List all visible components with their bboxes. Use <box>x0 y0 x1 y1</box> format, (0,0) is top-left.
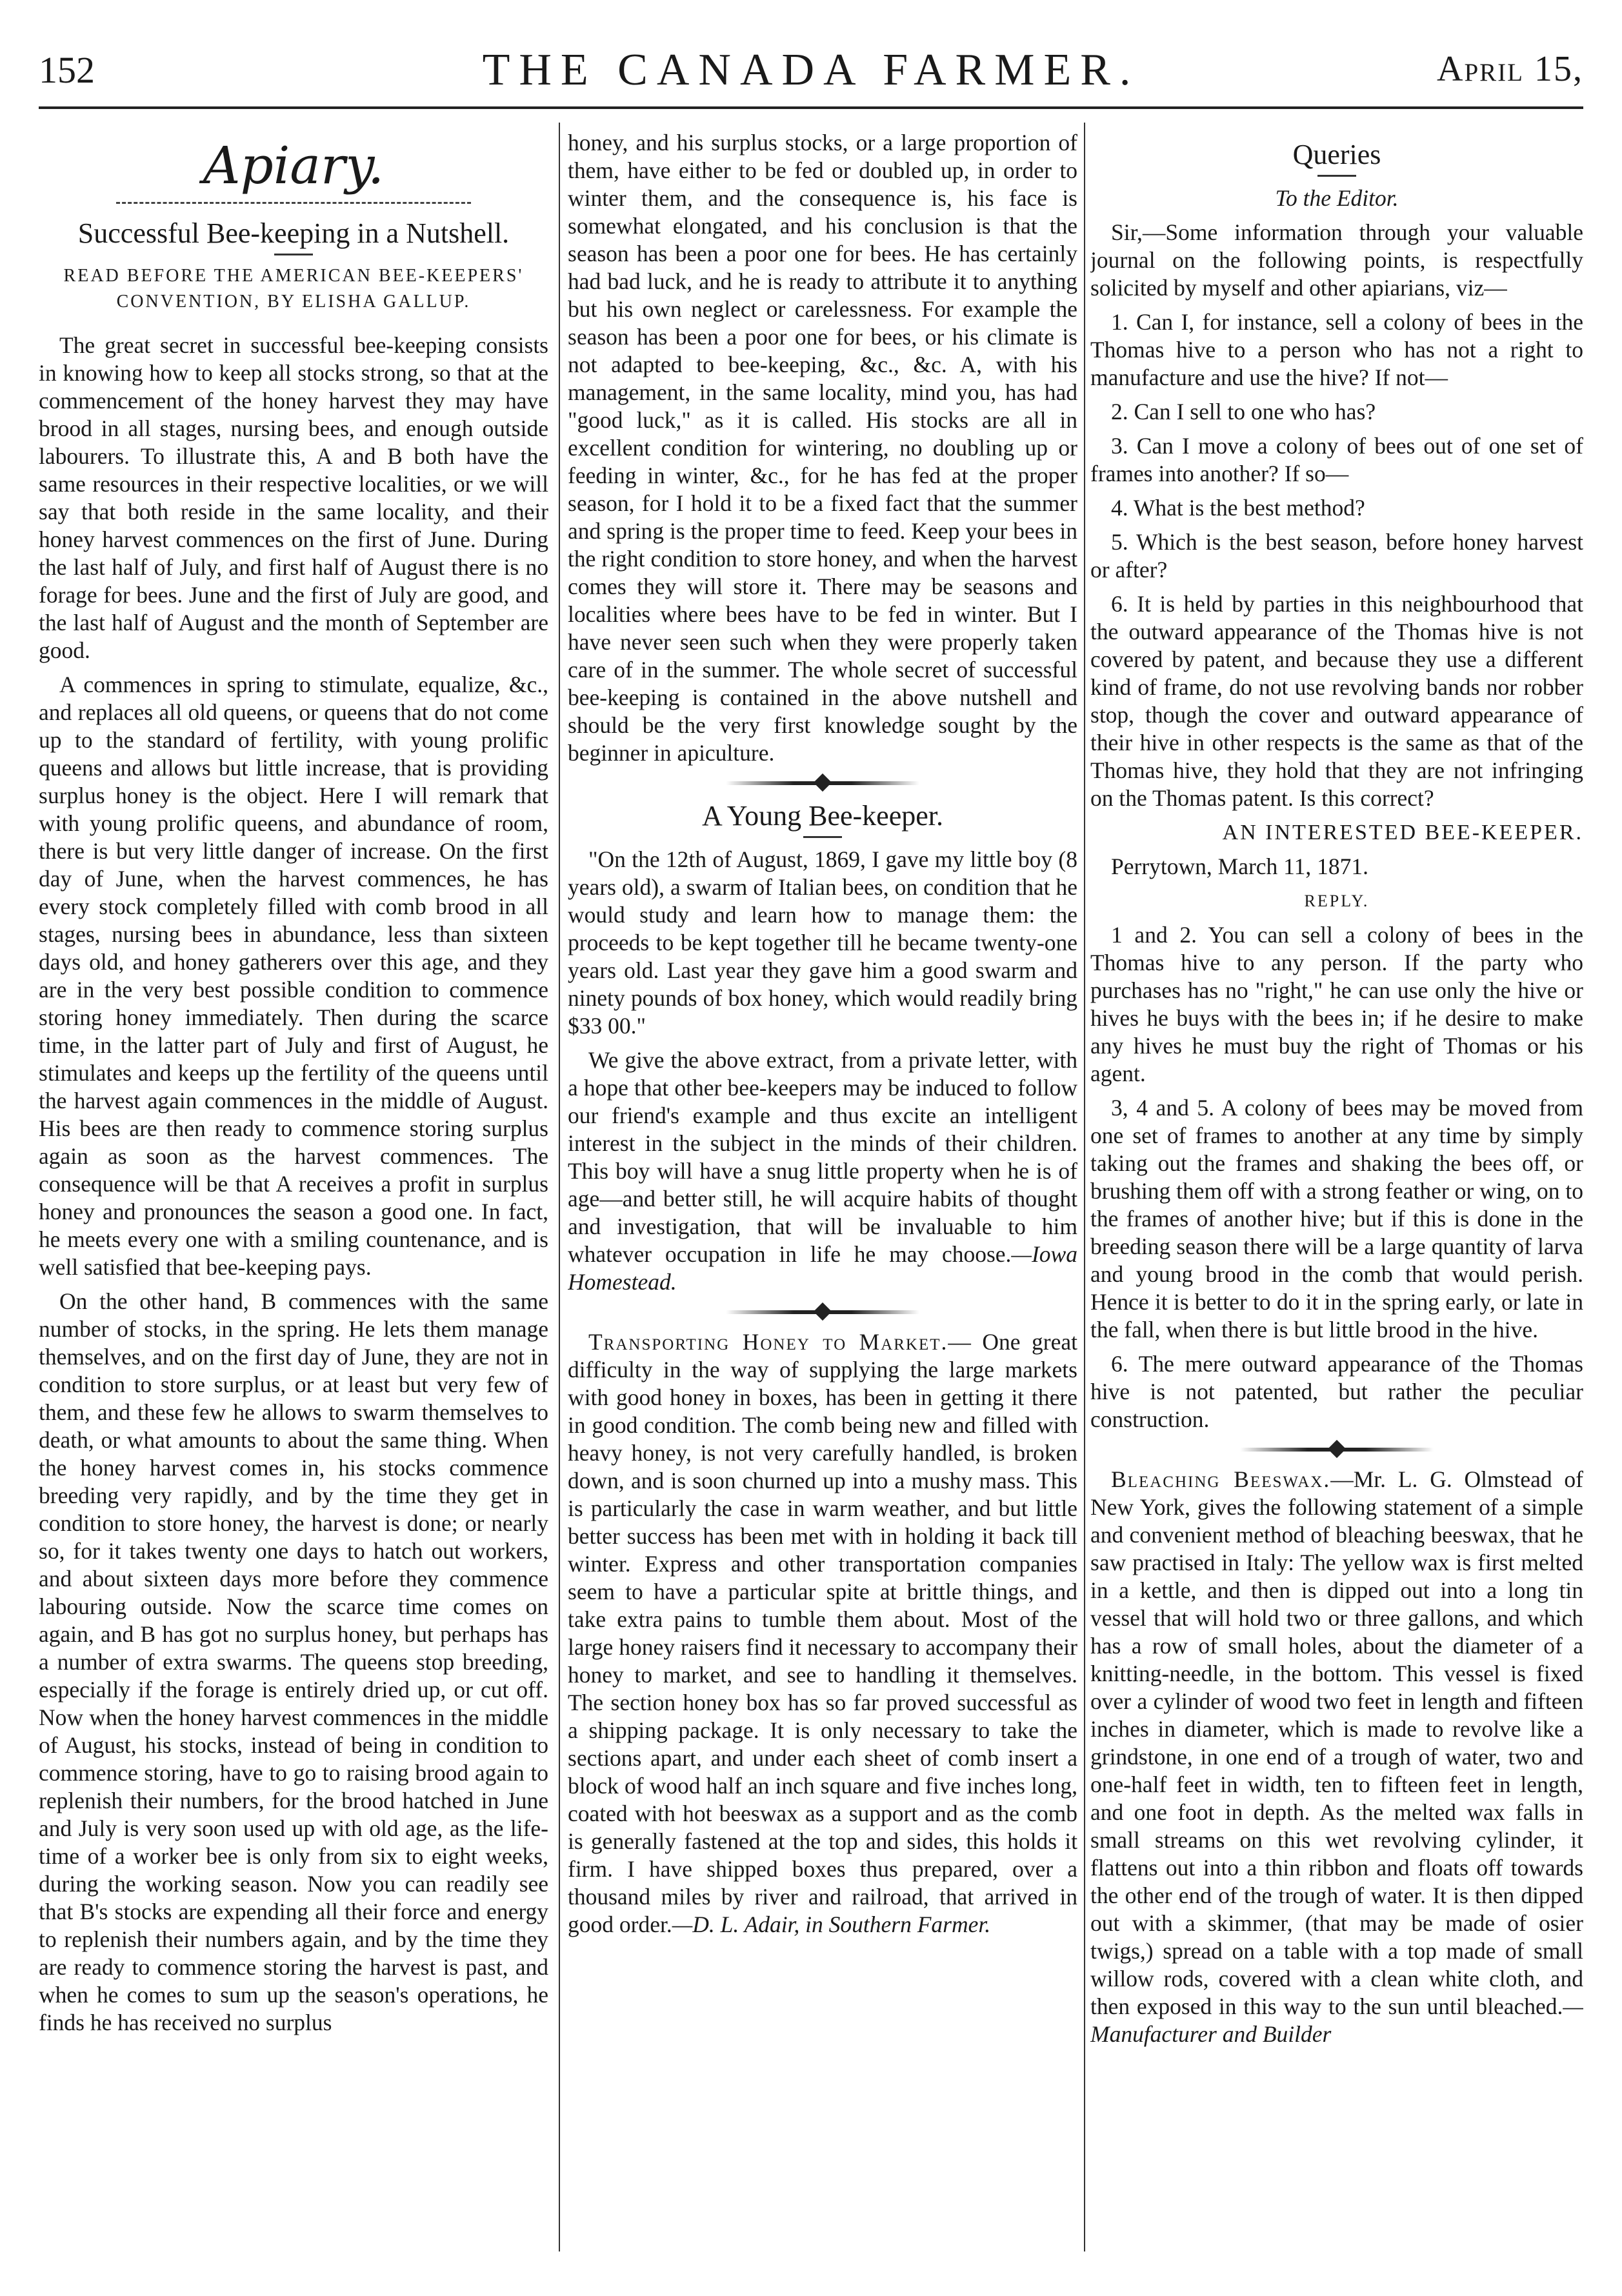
source-credit: —D. L. Adair, in Southern Farmer. <box>672 1912 991 1937</box>
paragraph <box>1090 1466 1583 2048</box>
reply-label: REPLY. <box>1304 892 1370 910</box>
article-title: A Young Bee-keeper. <box>702 800 943 832</box>
article-text: —Mr. L. G. Olmstead of New York, gives the following statement of a simple and convenient method of bleaching beeswax, that he saw practised in Italy: The yellow wax is first melted in a kettle, and then is dipped out into a long tin vessel that will hold two or three gallons, and which has a row of small holes, about the diameter of a knitting-needle, in the bottom. This vessel is fixed over a cylinder of wood two feet in length and fifteen inches in diameter, which is made to revolve like a grindstone, in one end of a trough of water, two and one-half feet in width, ten to fifteen feet in length, and one foot in depth. As the melted wax falls in small streams on this wet revolving cylinder, it flattens out into a thin ribbon and floats off towards the other end of the trough of water. It is then dipped out with a skimmer, (that may be made of osier twigs,) spread on a table with a top made of small willow rods, covered with a clean white cloth, and then exposed in this way to the sun until bleached. <box>1090 1466 1583 2019</box>
paragraph: The great secret in successful bee-keeping consists in knowing how to keep all stocks strong, so that at the commencement of the honey harvest they may have brood in all stages, nursing bees, and enough outside labourers. To illustrate this, A and B both have the same resources in their respective localities, or we will say that both reside in the same locality, and their honey harvest commences on the first of June. During the last half of July, and first half of August there is no forage for bees. June and the first of July are good, and the last half of August and the month of September are good. <box>39 332 548 663</box>
masthead: THE CANADA FARMER. <box>482 45 1140 95</box>
column-1 <box>39 129 548 2043</box>
question: 4. What is the best method? <box>1111 495 1365 521</box>
reply: 1 and 2. You can sell a colony of bees in the Thomas hive to any person. If the party who purchases has no "right," he can use only the hive or hives he buys with the bees in; if he desire to make any hives he must buy the right of Thomas or his agent. <box>1090 922 1583 1086</box>
issue-date: April 15, <box>1437 49 1583 89</box>
source-credit: —Iowa Homestead. <box>568 1241 1077 1295</box>
question: 2. Can I sell to one who has? <box>1111 399 1376 424</box>
divider <box>116 202 471 204</box>
column-rule <box>559 123 560 2251</box>
divider <box>1317 175 1356 177</box>
quote-paragraph: "On the 12th of August, 1869, I gave my little boy (8 years old), a swarm of Italian bees, on condition that he would study and learn how to manage them: the proceeds to be kept together till he became twenty-one years old. Last year they gave him a good swarm and ninety pounds of box honey, which would readily bring $33 00." <box>568 846 1077 1039</box>
ornamental-divider <box>726 1310 919 1314</box>
question: 1. Can I, for instance, sell a colony of bees in the Thomas hive to a person who has not a right to manufacture and use the hive? If not— <box>1090 309 1583 390</box>
article-text: — One great difficulty in the way of supplying the large markets with good honey in boxes, has been in getting it there in good condition. The comb being new and filled with heavy honey, is not very carefully handled, is broken down, and is soon churned up into a mushy mass. This is particularly the case in warm weather, and but little better success has been met with in holding it back till winter. Express and other transportation companies seem to have a particular spite at brittle things, and take extra pains to tumble them about. Most of the large honey raisers find it necessary to accompany their honey to market, and see to handling it themselves. The section honey box has so far proved successful as a shipping package. It is only necessary to take the sections apart, and under each sheet of comb insert a block of wood half an inch square and five inches long, coated with hot beeswax as a support and as the comb is generally fastened at the top and sides, this holds it firm. I have shipped boxes thus prepared, over a thousand miles by river and railroad, that arrived in good order. <box>568 1329 1077 1937</box>
reply: 3, 4 and 5. A colony of bees may be moved from one set of frames to another at any time by simply taking out the frames and shaking the bees off, or brushing them off with a strong feather or wing, on to the frames of another hive; but if this is done in the breeding season there will be a large quantity of larva and young brood in the comb that would perish. Hence it is better to do it in the spring early, or late in the fall, when there is but little brood in the hive. <box>1090 1095 1583 1343</box>
paragraph <box>568 1046 1077 1296</box>
divider <box>274 254 313 255</box>
page-number: 152 <box>39 49 95 91</box>
question: 6. It is held by parties in this neighbourhood that the outward appearance of the Thomas hive is not covered by patent, and because they use a different kind of frame, do not use revolving bands nor robber stop, though the cover and outward appearance of their hive in other respects is the same as that of the Thomas hive, they hold that they are not infringing on the Thomas patent. Is this correct? <box>1090 591 1583 811</box>
paragraph: A commences in spring to stimulate, equalize, &c., and replaces all old queens, or queens that do not come up to the standard of fertility, with young prolific queens and allows but little increase, that is providing surplus honey is the object. Here I will remark that with young prolific queens, and abundance of room, there is but very little danger of increase. On the first day of June, when the harvest commences, he has every stock completely filled with comb brood in all stages, nursing bees in abundance, less than sixteen days old, and honey gatherers over this age, and they are in the very best possible condition to commence storing honey immediately. Then during the scarce time, in the latter part of July and first of August, he stimulates and keeps up the fertility of the queens until the harvest again commences in the middle of August. His bees are then ready to commence storing surplus again as soon as the harvest commences. The consequence will be that A receives a profit in surplus honey and pronounces the season a good one. In fact, he meets every one with a smiling countenance, and is well satisfied that bee-keeping pays. <box>39 672 548 1280</box>
article-byline: READ BEFORE THE AMERICAN BEE-KEEPERS' CONVENTION, BY ELISHA GALLUP. <box>63 266 524 312</box>
column-3 <box>1090 129 1583 2055</box>
place-date: Perrytown, March 11, 1871. <box>1111 854 1368 879</box>
comment-text: We give the above extract, from a private letter, with a hope that other bee-keepers may be induced to follow our friend's example and thus excite an intelligent interest in the subject in the minds of their children. This boy will have a snug little property when he is of age—and better still, he will acquire habits of thought and investigation, that will be invaluable to him whatever occupation in life he may choose. <box>568 1047 1077 1267</box>
question: 3. Can I move a colony of bees out of one set of frames into another? If so— <box>1090 433 1583 486</box>
page-header <box>39 35 1583 109</box>
signature: AN INTERESTED BEE-KEEPER. <box>1222 821 1583 844</box>
paragraph-continued: honey, and his surplus stocks, or a large proportion of them, have either to be fed or doubled up, in order to winter them, and the consequence is, his face is somewhat elongated, and his conclusion is that the season has been a poor one for bees. He has certainly had bad luck, and he is ready to attribute it to anything but his own neglect or carelessness. For example the season has been a poor one for bees, or his climate is not adapted to bee-keeping, &c., &c. A, with his management, in the same locality, mind you, has had "good luck," as it is called. His stocks are all in excellent condition for wintering, no doubling up or feeding in winter, &c., for he has fed at the proper season, for I hold it to be a fixed fact that the summer and spring is the proper time to feed. Keep your bees in the right condition to store honey, and when the harvest comes they will store it. There may be seasons and localities where bees have to be fed in winter. But I have never seen such when they were properly taken care of in the summer. The whole secret of successful bee-keeping is contained in the above nutshell and should be the very first knowledge sought by the beginner in apiculture. <box>568 130 1077 766</box>
paragraph <box>568 1328 1077 1939</box>
article-lead: Transporting Honey to Market. <box>588 1329 948 1355</box>
divider <box>803 836 842 838</box>
reply: 6. The mere outward appearance of the Thomas hive is not patented, but rather the peculiar construction. <box>1090 1351 1583 1432</box>
paragraph: On the other hand, B commences with the same number of stocks, in the spring. He lets them manage themselves, and on the first day of June, they are not in condition to store surplus, or at least but very few of them, and these few he allows to swarm themselves to death, or what amounts to about the same thing. When the honey harvest comes in, his stocks commence breeding very rapidly, and by the time they get in condition to store honey, the harvest is done; or nearly so, for it takes twenty one days to hatch out workers, and about sixteen days more before they commence labouring outside. Now the scarce time comes on again, and B has got no surplus honey, but perhaps has a number of extra swarms. The queens stop breeding, especially if the forage is entirely dried up, or cut off. Now when the honey harvest commences in the middle of August, his stocks, instead of being in condition to commence storing, have to go to raising brood again to replenish their numbers, for the brood hatched in June and July is very soon used up with old age, as the life-time of a worker bee is only from six to eight weeks, during the working season. Now you can readily see that B's stocks are expending all their force and energy to replenish their numbers again, and by the time they are ready to commence storing the harvest is past, and when he comes to sum up the season's operations, he finds he has received no surplus <box>39 1288 548 2035</box>
paragraph: Sir,—Some information through your valuable journal on the following points, is respectfully solicited by myself and other apiarians, viz— <box>1090 219 1583 301</box>
source-credit: —Manufacturer and Builder <box>1090 1993 1583 2047</box>
article-title: Queries <box>1292 139 1381 170</box>
article-title: Successful Bee-keeping in a Nutshell. <box>77 217 510 249</box>
section-title: Apiary. <box>203 135 385 195</box>
salutation: To the Editor. <box>1275 185 1399 211</box>
ornamental-divider <box>726 781 919 785</box>
article-lead: Bleaching Beeswax. <box>1111 1466 1331 1492</box>
column-2 <box>568 129 1077 1945</box>
column-rule <box>1084 123 1085 2251</box>
ornamental-divider <box>1240 1448 1434 1452</box>
question: 5. Which is the best season, before honey harvest or after? <box>1090 529 1583 583</box>
